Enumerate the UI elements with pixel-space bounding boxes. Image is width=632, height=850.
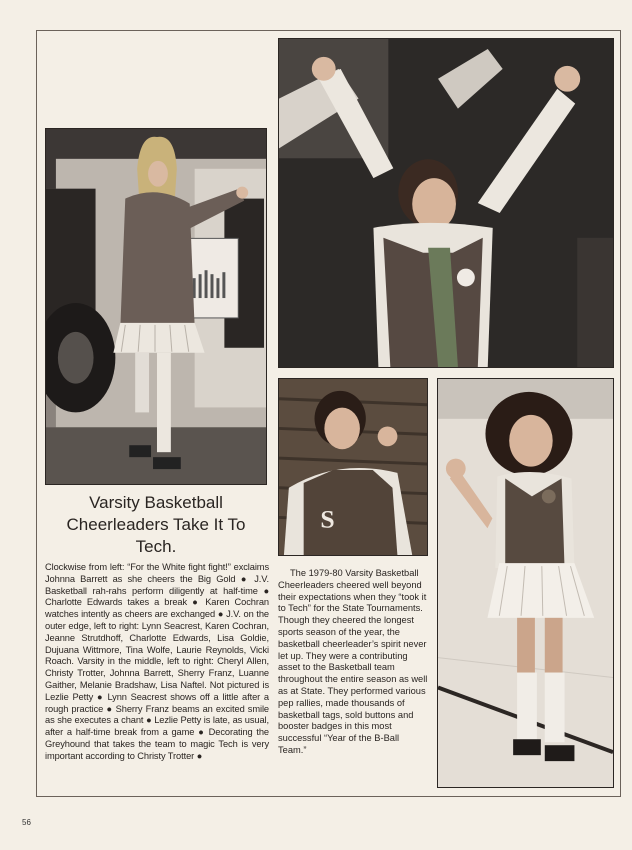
svg-text:S: S <box>320 504 335 534</box>
photo-cheerleader-chant <box>437 378 614 788</box>
article-heading: Varsity Basketball Cheerleaders Take It To Tech. <box>66 493 246 556</box>
photo-cheerleader-decorating-bus <box>45 128 267 485</box>
photo-cheerleader-arms-raised <box>278 38 614 368</box>
photo-caption: Clockwise from left: “For the White fight fight!” exclaims Johnna Barrett as she cheers the Big Gold ● J.V. Basketball rah-rahs perform diligently at half-time ● Charlotte Edwards takes a break ● Karen Cochran watches intently as cheers are exchanged ● J.V. on the outer edge, left to right: Lynn Seacrest, Karen Cochran, Jeanne Strutdhoff, Charlotte Edwards, Lisa Goldie, Dujuana Wittmore, Tina Wolfe, Laurie Reynolds, Vicki Roach. Varsity in the middle, left to right: Cheryl Allen, Christy Trotter, Johnna Barrett, Sherry Franz, Luanne Gaither, Melanie Bradshaw, Lisa Naftel. Not pictured is Lezlie Petty ● Lynn Seacrest shows off a little after a rough practice ● Sherry Franz beams an excited smile as she executes a chant ● Lezlie Petty is late, as usual, after a half-time break from a game ● Decorating the Greyhound that takes the team to magic Tech is very important according to Christy Trotter ● <box>45 562 269 761</box>
page-number: 56 <box>22 818 31 827</box>
photo-cheerleader-sweater <box>278 378 428 556</box>
article-body: The 1979-80 Varsity Basketball Cheerleaders cheered well beyond their expectations when they “took it to Tech” for the State Tournaments. Though they cheered the longest sports season of the year, the basketball cheerleader’s spirit never let up. They were a contributing asset to the Basketball team throughout the entire season as well as at State. They performed various pep rallies, made thousands of basketball tags, sold buttons and booster badges in this most successful “Year of the B-Ball Team.” <box>278 568 428 755</box>
